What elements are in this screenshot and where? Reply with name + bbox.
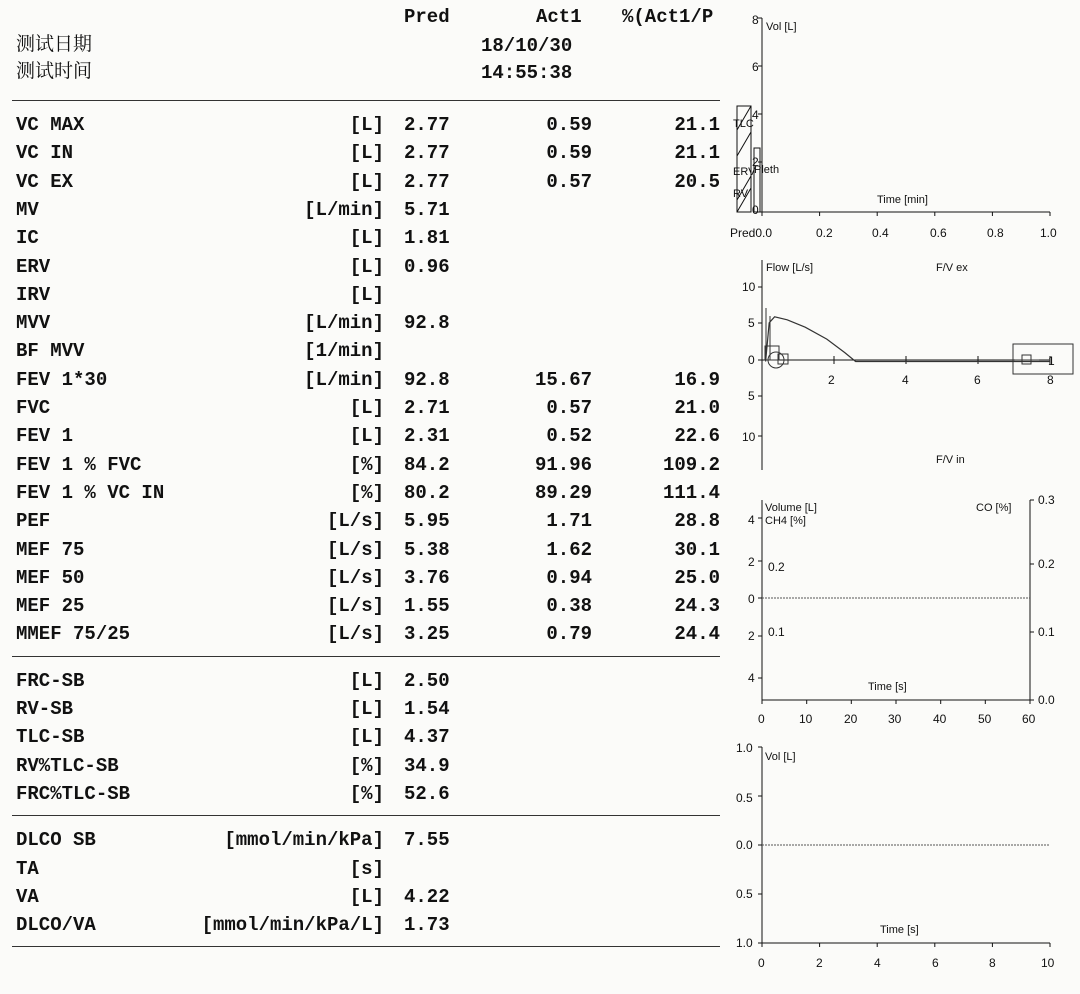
row-name: MV xyxy=(16,198,39,221)
row-actual: 1.71 xyxy=(546,510,592,533)
c3-xtick: 10 xyxy=(799,712,813,726)
c3-xtick: 50 xyxy=(978,712,992,726)
c3-ytick: 4 xyxy=(748,513,755,527)
row-pred: 92.8 xyxy=(404,312,450,335)
c1-x-origin-label: Pred0.0 xyxy=(730,226,773,240)
row-unit: [%] xyxy=(349,782,384,805)
row-percent: 21.0 xyxy=(674,397,720,419)
row-name: MEF 75 xyxy=(16,538,85,561)
row-name: DLCO SB xyxy=(16,829,96,852)
row-actual: 1.62 xyxy=(546,538,592,561)
row-name: IC xyxy=(16,227,39,250)
row-unit: [%] xyxy=(349,481,384,504)
row-unit: [s] xyxy=(349,857,384,880)
row-unit: [1/min] xyxy=(304,340,384,363)
row-name: MEF 25 xyxy=(16,595,85,618)
row-unit: [L] xyxy=(349,425,384,448)
row-actual: 0.38 xyxy=(546,595,592,618)
row-name: VC MAX xyxy=(16,114,85,136)
c4-ytick: 1.0 xyxy=(736,741,753,755)
row-unit: [%] xyxy=(349,453,384,476)
test-time-label: 测试时间 xyxy=(16,60,93,82)
row-name: ERV xyxy=(16,255,51,278)
row-percent: 16.9 xyxy=(674,368,720,391)
c1-ytick: 6 xyxy=(752,60,759,74)
row-pred: 4.37 xyxy=(404,726,450,749)
row-name: MVV xyxy=(16,312,51,335)
c1-ytick: 4 xyxy=(752,108,759,122)
c3-rtick: 0.2 xyxy=(1038,557,1055,571)
c2-xtick: 8 xyxy=(1047,373,1054,387)
col-header-pct: %(Act1/P xyxy=(622,6,714,28)
row-pred: 1.81 xyxy=(404,227,450,250)
row-pred: 52.6 xyxy=(404,782,450,805)
row-pred: 7.55 xyxy=(404,829,450,852)
gas-washout-chart xyxy=(730,490,1080,730)
row-unit: [mmol/min/kPa/L] xyxy=(201,914,384,937)
c3-xtick: 40 xyxy=(933,712,947,726)
row-unit: [L/s] xyxy=(326,566,384,589)
c1-ytick: 8 xyxy=(752,13,759,27)
row-percent: 20.5 xyxy=(674,170,720,193)
row-actual: 0.57 xyxy=(546,397,592,419)
c3-ytick: 4 xyxy=(748,671,755,685)
c3-rtick: 0.1 xyxy=(1038,625,1055,639)
row-name: BF MVV xyxy=(16,340,85,363)
c4-ytick: 0.5 xyxy=(736,887,753,901)
row-name: IRV xyxy=(16,283,51,306)
c2-ytick: 10 xyxy=(742,280,756,294)
c4-xtick: 10 xyxy=(1041,956,1055,970)
c3-ylabel-right: CO [%] xyxy=(976,502,1012,514)
row-actual: 91.96 xyxy=(534,453,592,476)
row-pred: 0.96 xyxy=(404,255,450,278)
c1-bar-label-tlc: TLC xyxy=(733,118,754,130)
row-name: FRC%TLC-SB xyxy=(16,782,131,805)
row-unit: [L/s] xyxy=(326,510,384,533)
row-name: DLCO/VA xyxy=(16,914,96,937)
col-header-pred: Pred xyxy=(404,6,450,28)
c3-inner-tick: 0.2 xyxy=(768,560,785,574)
c3-xlabel: Time [s] xyxy=(868,681,907,693)
row-pred: 2.77 xyxy=(404,142,450,165)
flow-volume-curve xyxy=(766,317,1050,362)
row-percent: 30.1 xyxy=(674,538,720,561)
row-name: TLC-SB xyxy=(16,726,85,749)
row-pred: 3.76 xyxy=(404,566,450,589)
row-unit: [L/s] xyxy=(326,623,384,646)
row-actual: 0.59 xyxy=(546,114,592,136)
c1-ytick: 2 xyxy=(752,155,759,169)
c4-xtick: 2 xyxy=(816,956,823,970)
row-pred: 2.71 xyxy=(404,397,450,419)
row-name: FEV 1 % FVC xyxy=(16,453,142,476)
row-name: FVC xyxy=(16,397,51,419)
test-time-value: 14:55:38 xyxy=(481,62,573,84)
row-actual: 0.94 xyxy=(546,566,592,589)
c1-xtick: 0.2 xyxy=(816,226,833,240)
row-unit: [L] xyxy=(349,170,384,193)
c3-tick-marks xyxy=(758,500,1034,704)
row-pred: 3.25 xyxy=(404,623,450,646)
c3-ylabel2: CH4 [%] xyxy=(765,515,806,527)
header-divider xyxy=(12,100,720,101)
c2-legend-label: 1 xyxy=(1048,354,1055,368)
row-pred: 1.55 xyxy=(404,595,450,618)
row-actual: 89.29 xyxy=(534,481,592,504)
section-divider xyxy=(12,656,720,657)
c2-xtick: 6 xyxy=(974,373,981,387)
c1-xtick: 0.6 xyxy=(930,226,947,240)
c3-xtick: 0 xyxy=(758,712,765,726)
row-percent: 111.4 xyxy=(662,481,720,504)
c4-ytick: 0.0 xyxy=(736,838,753,852)
row-percent: 109.2 xyxy=(662,453,720,476)
row-percent: 22.6 xyxy=(674,425,720,448)
c4-xtick: 0 xyxy=(758,956,765,970)
c4-tick-marks xyxy=(758,747,1050,947)
row-pred: 2.50 xyxy=(404,669,450,692)
row-name: RV-SB xyxy=(16,698,74,720)
c3-rtick: 0.0 xyxy=(1038,693,1055,707)
volume-seconds-chart xyxy=(730,735,1080,980)
c3-inner-tick: 0.1 xyxy=(768,625,785,639)
c3-ylabel: Volume [L] xyxy=(765,502,817,514)
row-unit: [L] xyxy=(349,142,384,165)
row-unit: [L] xyxy=(349,885,384,908)
c3-xtick: 20 xyxy=(844,712,858,726)
c2-xtick: 2 xyxy=(828,373,835,387)
c4-xtick: 6 xyxy=(932,956,939,970)
c1-ytick: 0 xyxy=(752,203,759,217)
row-unit: [L] xyxy=(349,255,384,278)
c4-xtick: 8 xyxy=(989,956,996,970)
test-date-label: 测试日期 xyxy=(16,33,93,55)
row-name: MEF 50 xyxy=(16,566,85,589)
row-unit: [L/min] xyxy=(304,312,384,335)
test-date-value: 18/10/30 xyxy=(481,35,573,57)
row-unit: [L] xyxy=(349,726,384,749)
row-unit: [L/min] xyxy=(304,198,384,221)
row-name: VC EX xyxy=(16,170,74,193)
row-name: MMEF 75/25 xyxy=(16,623,131,646)
row-percent: 21.1 xyxy=(674,114,720,136)
row-name: FEV 1 xyxy=(16,425,74,448)
row-unit: [L/s] xyxy=(326,538,384,561)
row-percent: 28.8 xyxy=(674,510,720,533)
c2-ytick: 5 xyxy=(748,316,755,330)
col-header-act: Act1 xyxy=(536,6,582,28)
c1-bar-label-rv: RV xyxy=(733,188,749,200)
row-unit: [L] xyxy=(349,669,384,692)
row-unit: [L] xyxy=(349,227,384,250)
row-actual: 0.57 xyxy=(546,170,592,193)
row-percent: 24.3 xyxy=(674,595,720,618)
row-pred: 5.71 xyxy=(404,198,450,221)
c4-ytick: 0.5 xyxy=(736,791,753,805)
flow-volume-chart xyxy=(730,250,1080,480)
c1-bar-label-erv: ERV xyxy=(733,166,756,178)
c2-ytick: 10 xyxy=(742,430,756,444)
row-unit: [L] xyxy=(349,397,384,419)
row-percent: 24.4 xyxy=(674,623,720,646)
c1-xtick: 0.8 xyxy=(987,226,1004,240)
row-name: FEV 1*30 xyxy=(16,368,108,391)
row-pred: 2.77 xyxy=(404,170,450,193)
row-unit: [L] xyxy=(349,283,384,306)
row-actual: 0.59 xyxy=(546,142,592,165)
row-actual: 0.52 xyxy=(546,425,592,448)
row-unit: [L/min] xyxy=(304,368,384,391)
row-unit: [L/s] xyxy=(326,595,384,618)
row-pred: 1.73 xyxy=(404,914,450,937)
row-name: TA xyxy=(16,857,39,880)
row-pred: 92.8 xyxy=(404,368,450,391)
charts-panel xyxy=(730,0,1080,994)
c4-ylabel: Vol [L] xyxy=(765,751,796,763)
c3-ytick: 0 xyxy=(748,592,755,606)
row-percent: 25.0 xyxy=(674,566,720,589)
c1-xlabel: Time [min] xyxy=(877,194,928,206)
row-name: PEF xyxy=(16,510,51,533)
row-pred: 5.38 xyxy=(404,538,450,561)
row-name: RV%TLC-SB xyxy=(16,754,119,777)
row-name: FEV 1 % VC IN xyxy=(16,481,165,504)
c1-tick-marks xyxy=(758,18,1050,216)
row-actual: 15.67 xyxy=(534,368,592,391)
c3-rtick: 0.3 xyxy=(1038,493,1055,507)
c4-xtick: 4 xyxy=(874,956,881,970)
c2-ytick: 0 xyxy=(748,353,755,367)
row-pred: 84.2 xyxy=(404,453,450,476)
row-pred: 80.2 xyxy=(404,481,450,504)
row-unit: [L] xyxy=(349,698,384,720)
row-name: VA xyxy=(16,885,39,908)
c4-ytick: 1.0 xyxy=(736,936,753,950)
c3-xtick: 30 xyxy=(888,712,902,726)
row-percent: 21.1 xyxy=(674,142,720,165)
section-divider xyxy=(12,815,720,816)
c4-xlabel: Time [s] xyxy=(880,924,919,936)
row-pred: 2.77 xyxy=(404,114,450,136)
c2-xlabel: F/V in xyxy=(936,454,965,466)
c2-ytick: 5 xyxy=(748,389,755,403)
c3-ytick: 2 xyxy=(748,555,755,569)
c2-ylabel: Flow [L/s] xyxy=(766,262,814,274)
row-unit: [mmol/min/kPa] xyxy=(224,829,384,852)
row-pred: 4.22 xyxy=(404,885,450,908)
row-pred: 2.31 xyxy=(404,425,450,448)
row-name: VC IN xyxy=(16,142,74,165)
c1-xtick: 1.0 xyxy=(1040,226,1057,240)
c1-bar-label-pleth: Pleth xyxy=(754,164,780,176)
c2-xtick: 4 xyxy=(902,373,909,387)
c3-ytick: 2 xyxy=(748,629,755,643)
c2-title: F/V ex xyxy=(936,262,968,274)
c3-xtick: 60 xyxy=(1022,712,1036,726)
row-actual: 0.79 xyxy=(546,623,592,646)
row-unit: [%] xyxy=(349,754,384,777)
volume-time-chart xyxy=(730,0,1080,245)
c1-xtick: 0.4 xyxy=(872,226,889,240)
row-pred: 5.95 xyxy=(404,510,450,533)
c1-ylabel: Vol [L] xyxy=(766,21,797,33)
row-pred: 1.54 xyxy=(404,698,450,720)
row-name: FRC-SB xyxy=(16,669,85,692)
section-divider xyxy=(12,946,720,947)
row-unit: [L] xyxy=(349,114,384,136)
row-pred: 34.9 xyxy=(404,754,450,777)
